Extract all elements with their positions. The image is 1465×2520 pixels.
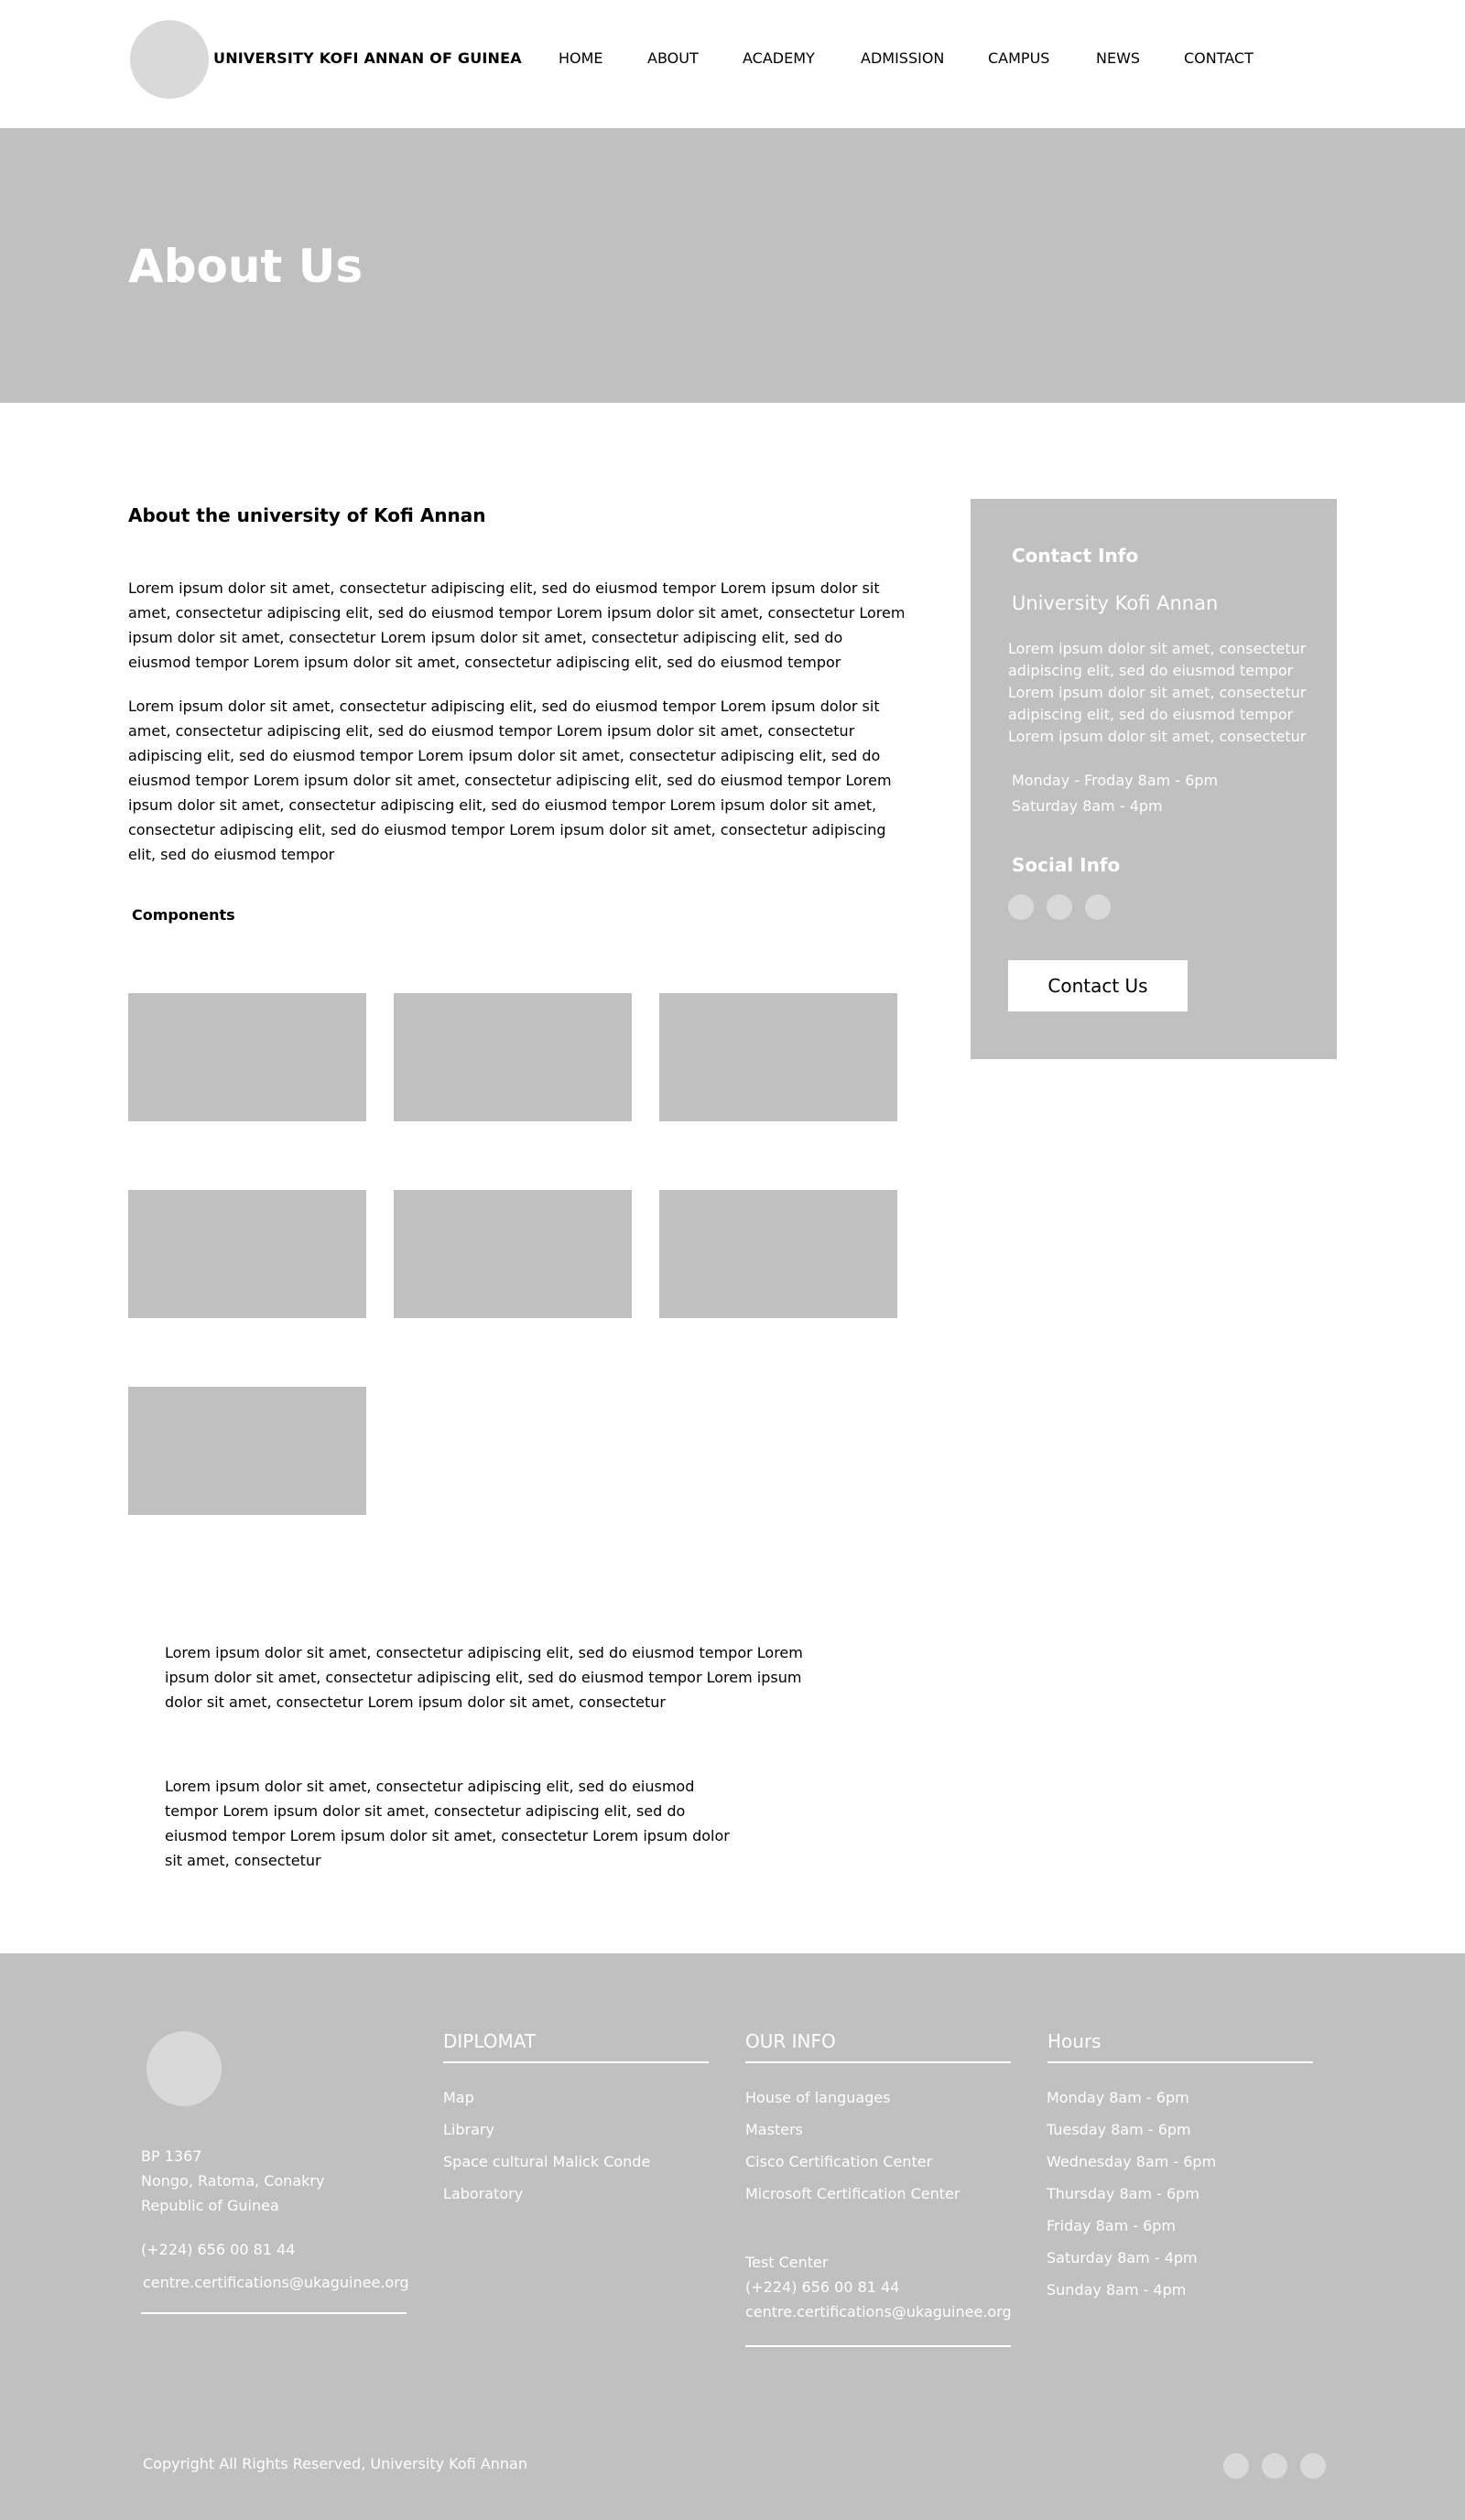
nav-campus[interactable]: CAMPUS bbox=[988, 49, 1050, 67]
component-thumbnail[interactable] bbox=[128, 993, 366, 1121]
component-thumbnail[interactable] bbox=[659, 993, 897, 1121]
test-center-email[interactable]: centre.certifications@ukaguinee.org bbox=[745, 2303, 1012, 2320]
section-title: About the university of Kofi Annan bbox=[128, 504, 486, 526]
contact-sidebar bbox=[971, 499, 1337, 1059]
brand-name[interactable]: UNIVERSITY KOFI ANNAN OF GUINEA bbox=[213, 49, 522, 67]
footer-logo-placeholder[interactable] bbox=[146, 2031, 222, 2106]
hours-item: Wednesday 8am - 6pm bbox=[1047, 2153, 1217, 2170]
divider bbox=[745, 2345, 1011, 2347]
social-icon[interactable] bbox=[1262, 2453, 1287, 2479]
social-icon[interactable] bbox=[1008, 894, 1034, 920]
component-thumbnail[interactable] bbox=[128, 1190, 366, 1318]
university-name: University Kofi Annan bbox=[1012, 592, 1219, 614]
component-thumbnail[interactable] bbox=[659, 1190, 897, 1318]
social-icon[interactable] bbox=[1223, 2453, 1249, 2479]
about-paragraph-2: Lorem ipsum dolor sit amet, consectetur adipiscing elit, sed do eiusmod tempor Lorem ipsum dolor sit amet, consectetur adipiscing elit, sed do eiusmod tempor Lorem ipsum dolor sit amet, consectetur adipiscing elit, sed do eiusmod tempor Lorem ipsum dolor sit amet, consectetur adipiscing elit, sed do eiusmod tempor Lorem ipsum dolor sit amet, consectetur adipiscing elit, sed do eiusmod tempor Lorem ipsum dolor sit amet, consectetur adipiscing elit, sed do eiusmod tempor Lorem ipsum dolor sit amet, consectetur adipiscing elit, sed do eiusmod tempor Lorem ipsum dolor sit amet, consectetur adipiscing elit, sed do eiusmod tempor bbox=[128, 698, 892, 863]
component-thumbnail[interactable] bbox=[394, 993, 632, 1121]
footer-link-house-of-languages[interactable]: House of languages bbox=[745, 2089, 891, 2106]
contact-info-title: Contact Info bbox=[1012, 545, 1139, 567]
component-thumbnail[interactable] bbox=[394, 1190, 632, 1318]
weekday-hours: Monday - Froday 8am - 6pm bbox=[1012, 772, 1219, 789]
nav-home[interactable]: HOME bbox=[559, 49, 603, 67]
test-center-phone: (+224) 656 00 81 44 bbox=[745, 2278, 900, 2296]
diplomat-title: DIPLOMAT bbox=[443, 2030, 537, 2052]
nav-contact[interactable]: CONTACT bbox=[1184, 49, 1253, 67]
hours-item: Friday 8am - 6pm bbox=[1047, 2217, 1177, 2234]
info-paragraph-2: Lorem ipsum dolor sit amet, consectetur adipiscing elit, sed do eiusmod tempor Lorem ipsum dolor sit amet, consectetur adipiscing elit, sed do eiusmod tempor Lorem ipsum dolor sit amet, consectetur Lorem ipsum dolor sit amet, consectetur bbox=[165, 1778, 730, 1869]
components-title: Components bbox=[132, 906, 235, 924]
divider bbox=[745, 2061, 1011, 2063]
page-title: About Us bbox=[128, 240, 364, 293]
footer-link-map[interactable]: Map bbox=[443, 2089, 474, 2106]
social-info-title: Social Info bbox=[1012, 854, 1121, 876]
footer-link-space-cultural[interactable]: Space cultural Malick Conde bbox=[443, 2153, 651, 2170]
site-header bbox=[0, 0, 1465, 128]
divider bbox=[141, 2312, 407, 2314]
hours-item: Saturday 8am - 4pm bbox=[1047, 2249, 1198, 2266]
hours-item: Monday 8am - 6pm bbox=[1047, 2089, 1189, 2106]
our-info-title: OUR INFO bbox=[745, 2030, 836, 2052]
nav-academy[interactable]: ACADEMY bbox=[743, 49, 815, 67]
hours-item: Sunday 8am - 4pm bbox=[1047, 2281, 1187, 2298]
contact-us-button[interactable]: Contact Us bbox=[1008, 960, 1188, 1011]
site-footer bbox=[0, 1953, 1465, 2520]
divider bbox=[1047, 2061, 1313, 2063]
component-thumbnail[interactable] bbox=[128, 1387, 366, 1515]
copyright-text: Copyright All Rights Reserved, University Kofi Annan bbox=[143, 2455, 527, 2472]
footer-address bbox=[141, 2144, 324, 2218]
test-center-label: Test Center bbox=[745, 2254, 829, 2271]
footer-link-masters[interactable]: Masters bbox=[745, 2121, 803, 2138]
nav-news[interactable]: NEWS bbox=[1096, 49, 1141, 67]
nav-admission[interactable]: ADMISSION bbox=[861, 49, 945, 67]
hero-banner bbox=[0, 128, 1465, 403]
info-paragraph-1: Lorem ipsum dolor sit amet, consectetur adipiscing elit, sed do eiusmod tempor Lorem ipsum dolor sit amet, consectetur adipiscing elit, sed do eiusmod tempor Lorem ipsum dolor sit amet, consectetur Lorem ipsum dolor sit amet, consectetur bbox=[165, 1644, 803, 1711]
social-icon[interactable] bbox=[1300, 2453, 1326, 2479]
footer-link-library[interactable]: Library bbox=[443, 2121, 494, 2138]
saturday-hours: Saturday 8am - 4pm bbox=[1012, 797, 1163, 815]
footer-phone: (+224) 656 00 81 44 bbox=[141, 2241, 296, 2258]
hours-title: Hours bbox=[1047, 2030, 1101, 2052]
footer-link-microsoft[interactable]: Microsoft Certification Center bbox=[745, 2185, 960, 2202]
footer-email[interactable]: centre.certifications@ukaguinee.org bbox=[143, 2274, 409, 2291]
address-line: Republic of Guinea bbox=[141, 2197, 279, 2214]
nav-about[interactable]: ABOUT bbox=[647, 49, 699, 67]
social-icon[interactable] bbox=[1047, 894, 1072, 920]
main-nav bbox=[0, 49, 1465, 71]
about-paragraph-1: Lorem ipsum dolor sit amet, consectetur adipiscing elit, sed do eiusmod tempor Lorem ipsum dolor sit amet, consectetur adipiscing elit, sed do eiusmod tempor Lorem ipsum dolor sit amet, consectetur Lorem ipsum dolor sit amet, consectetur Lorem ipsum dolor sit amet, consectetur adipiscing elit, sed do eiusmod tempor Lorem ipsum dolor sit amet, consectetur adipiscing elit, sed do eiusmod tempor bbox=[128, 579, 906, 671]
divider bbox=[443, 2061, 709, 2063]
hours-item: Tuesday 8am - 6pm bbox=[1047, 2121, 1191, 2138]
footer-link-cisco[interactable]: Cisco Certification Center bbox=[745, 2153, 933, 2170]
social-icon[interactable] bbox=[1085, 894, 1111, 920]
hours-item: Thursday 8am - 6pm bbox=[1047, 2185, 1199, 2202]
contact-description: Lorem ipsum dolor sit amet, consectetur adipiscing elit, sed do eiusmod tempor Lorem ipsum dolor sit amet, consectetur adipiscing elit, sed do eiusmod tempor Lorem ipsum dolor sit amet, consectetur bbox=[1008, 640, 1307, 745]
address-line: Nongo, Ratoma, Conakry bbox=[141, 2172, 325, 2190]
footer-link-laboratory[interactable]: Laboratory bbox=[443, 2185, 524, 2202]
address-line: BP 1367 bbox=[141, 2147, 202, 2165]
